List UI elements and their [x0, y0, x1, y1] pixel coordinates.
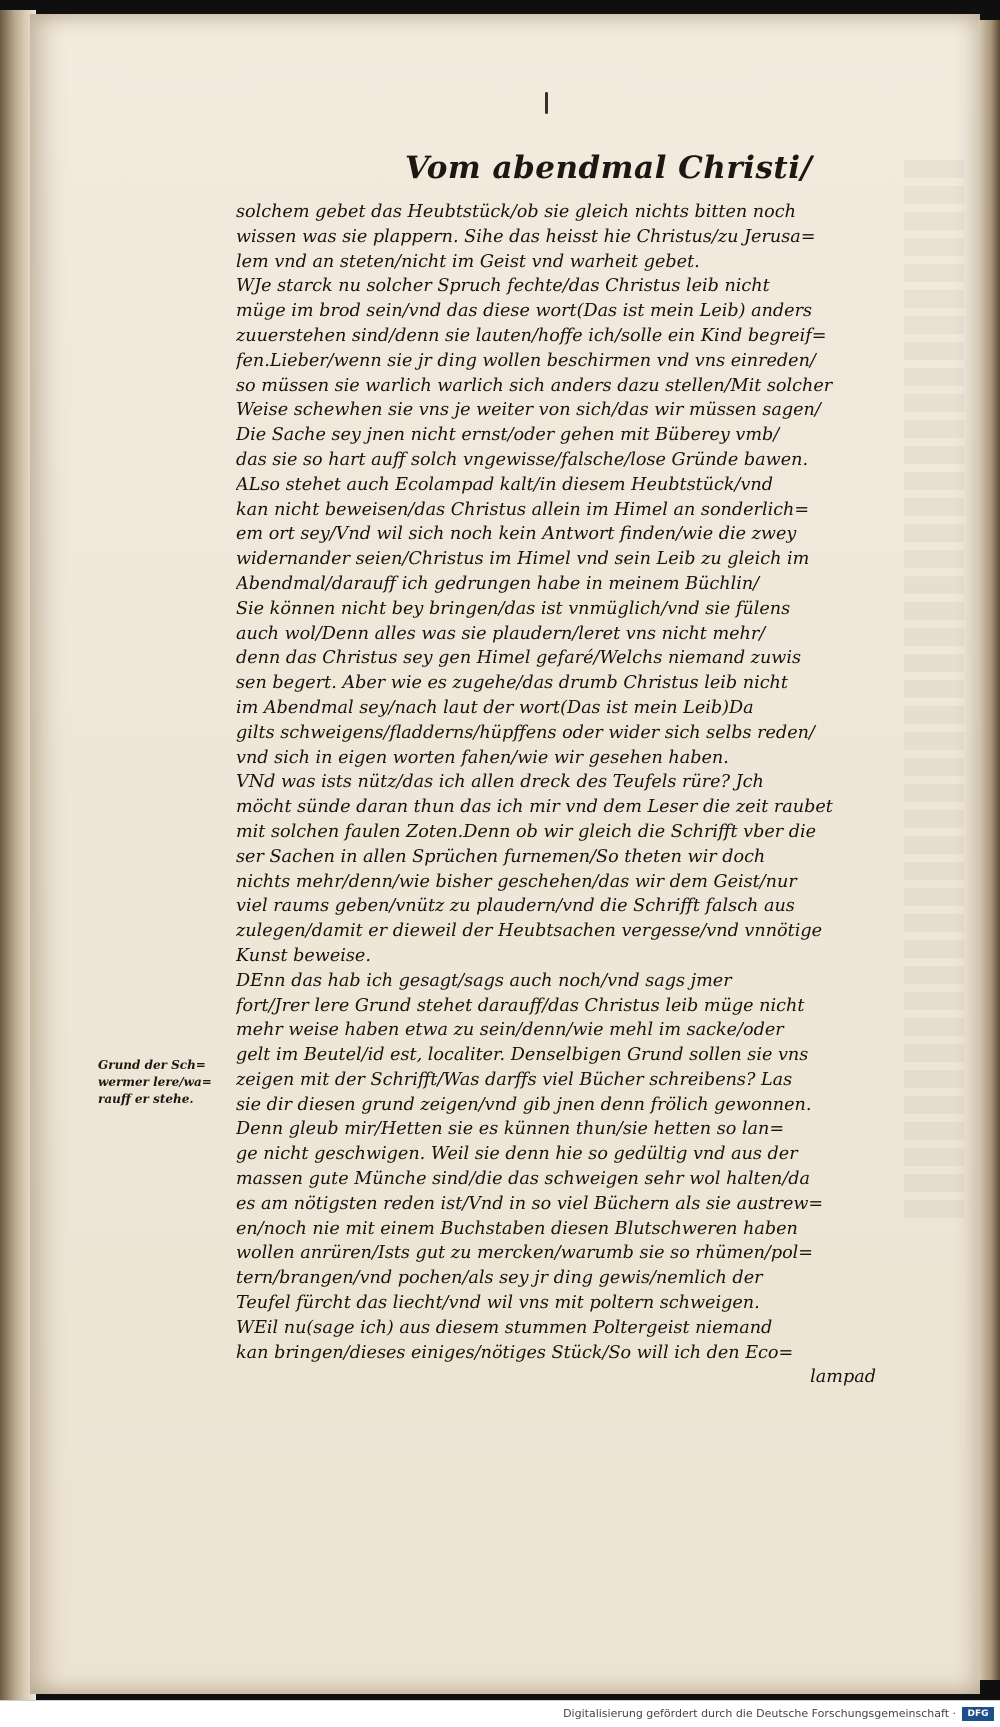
text-line: mehr weise haben etwa zu sein/denn/wie mehl im sacke/oder: [236, 1020, 784, 1041]
footer-bar: [0, 1700, 1000, 1727]
text-line: vnd sich in eigen worten fahen/wie wir gesehen haben.: [236, 747, 729, 768]
text-line: mit solchen faulen Zoten.Denn ob wir gleich die Schrifft vber die: [236, 821, 817, 842]
text-line: tern/brangen/vnd pochen/als sey jr ding gewis/nemlich der: [236, 1268, 763, 1289]
text-line: lampad: [810, 1367, 876, 1388]
text-line: en/noch nie mit einem Buchstaben diesen Blutschweren haben: [236, 1218, 798, 1239]
text-line: wissen was sie plappern. Sihe das heisst hie Christus/zu Jerusa=: [236, 226, 816, 247]
text-line: fen.Lieber/wenn sie jr ding wollen beschirmen vnd vns einreden/: [236, 350, 816, 371]
text-line: Weise schewhen sie vns je weiter von sich/das wir müssen sagen/: [236, 400, 821, 421]
dfg-logo: DFG: [962, 1707, 994, 1721]
text-line: Abendmal/darauff ich gedrungen habe in meinem Büchlin/: [236, 573, 760, 594]
text-line: fort/Jrer lere Grund stehet darauff/das Christus leib müge nicht: [236, 995, 805, 1016]
text-line: Die Sache sey jnen nicht ernst/oder gehen mit Büberey vmb/: [236, 425, 780, 446]
text-line: massen gute Münche sind/die das schweigen sehr wol halten/da: [236, 1169, 811, 1190]
text-line: viel raums geben/vnütz zu plaudern/vnd die Schrifft falsch aus: [236, 896, 795, 917]
running-head: Vom abendmal Christi/: [405, 150, 813, 186]
text-line: kan bringen/dieses einiges/nötiges Stück/So will ich den Eco=: [236, 1342, 794, 1363]
text-line: Kunst beweise.: [236, 945, 371, 966]
text-line: wollen anrüren/Ists gut zu mercken/warumb sie so rhümen/pol=: [236, 1243, 814, 1264]
ink-mark: [545, 92, 548, 114]
text-line: DEnn das hab ich gesagt/sags auch noch/vnd sags jmer: [236, 970, 732, 991]
text-line: müge im brod sein/vnd das diese wort(Das ist mein Leib) anders: [236, 301, 813, 322]
text-line: zeigen mit der Schrifft/Was darffs viel Bücher schreibens? Las: [236, 1069, 793, 1090]
text-line: sie dir diesen grund zeigen/vnd gib jnen denn frölich gewonnen.: [236, 1094, 812, 1115]
text-line: gelt im Beutel/id est, localiter. Denselbigen Grund sollen sie vns: [236, 1045, 809, 1066]
margin-note-line: rauff er stehe.: [98, 1092, 194, 1106]
text-line: so müssen sie warlich warlich sich anders dazu stellen/Mit solcher: [236, 375, 833, 396]
bleed-through: [904, 160, 964, 1220]
body-text: [236, 200, 912, 1390]
text-line: lem vnd an steten/nicht im Geist vnd warheit gebet.: [236, 251, 700, 272]
text-line: ge nicht geschwigen. Weil sie denn hie so gedültig vnd aus der: [236, 1144, 798, 1165]
text-line: im Abendmal sey/nach laut der wort(Das ist mein Leib)Da: [236, 697, 754, 718]
margin-note-line: wermer lere/wa=: [98, 1075, 212, 1089]
text-line: zulegen/damit er dieweil der Heubtsachen vergesse/vnd vnnötige: [236, 921, 822, 942]
text-line: Denn gleub mir/Hetten sie es künnen thun/sie hetten so lan=: [236, 1119, 785, 1140]
text-line: zuuerstehen sind/denn sie lauten/hoffe ich/solle ein Kind begreif=: [236, 325, 827, 346]
text-line: das sie so hart auff solch vngewisse/falsche/lose Gründe bawen.: [236, 449, 809, 470]
text-line: nichts mehr/denn/wie bisher geschehen/das wir dem Geist/nur: [236, 871, 797, 892]
margin-note: [98, 1057, 238, 1108]
book-right-edge: [978, 20, 1000, 1680]
text-line: denn das Christus sey gen Himel gefaré/Welchs niemand zuwis: [236, 648, 802, 669]
text-line: möcht sünde daran thun das ich mir vnd dem Leser die zeit raubet: [236, 797, 833, 818]
text-line: auch wol/Denn alles was sie plaudern/leret vns nicht mehr/: [236, 623, 766, 644]
text-line: VNd was ists nütz/das ich allen dreck des Teufels rüre? Jch: [236, 772, 764, 793]
text-line: Teufel fürcht das liecht/vnd wil vns mit poltern schweigen.: [236, 1293, 760, 1314]
text-line: widernander seien/Christus im Himel vnd sein Leib zu gleich im: [236, 549, 810, 570]
text-line: Sie können nicht bey bringen/das ist vnmüglich/vnd sie fülens: [236, 598, 791, 619]
text-line: ser Sachen in allen Sprüchen furnemen/So theten wir doch: [236, 846, 766, 867]
text-line: sen begert. Aber wie es zugehe/das drumb Christus leib nicht: [236, 673, 788, 694]
text-line: WJe starck nu solcher Spruch fechte/das Christus leib nicht: [236, 276, 770, 297]
text-line: WEil nu(sage ich) aus diesem stummen Poltergeist niemand: [236, 1317, 773, 1338]
margin-note-line: Grund der Sch=: [98, 1058, 206, 1072]
text-line: gilts schweigens/fladderns/hüpffens oder wider sich selbs reden/: [236, 722, 815, 743]
text-line: ALso stehet auch Ecolampad kalt/in diesem Heubtstück/vnd: [236, 474, 773, 495]
text-line: solchem gebet das Heubtstück/ob sie gleich nichts bitten noch: [236, 202, 796, 222]
footer-credit: Digitalisierung gefördert durch die Deutsche Forschungsgemeinschaft ·: [563, 1707, 956, 1720]
text-line: es am nötigsten reden ist/Vnd in so viel Büchern als sie austrew=: [236, 1193, 824, 1214]
text-line: em ort sey/Vnd wil sich noch kein Antwort finden/wie die zwey: [236, 524, 797, 545]
text-line: kan nicht beweisen/das Christus allein im Himel an sonderlich=: [236, 499, 810, 520]
